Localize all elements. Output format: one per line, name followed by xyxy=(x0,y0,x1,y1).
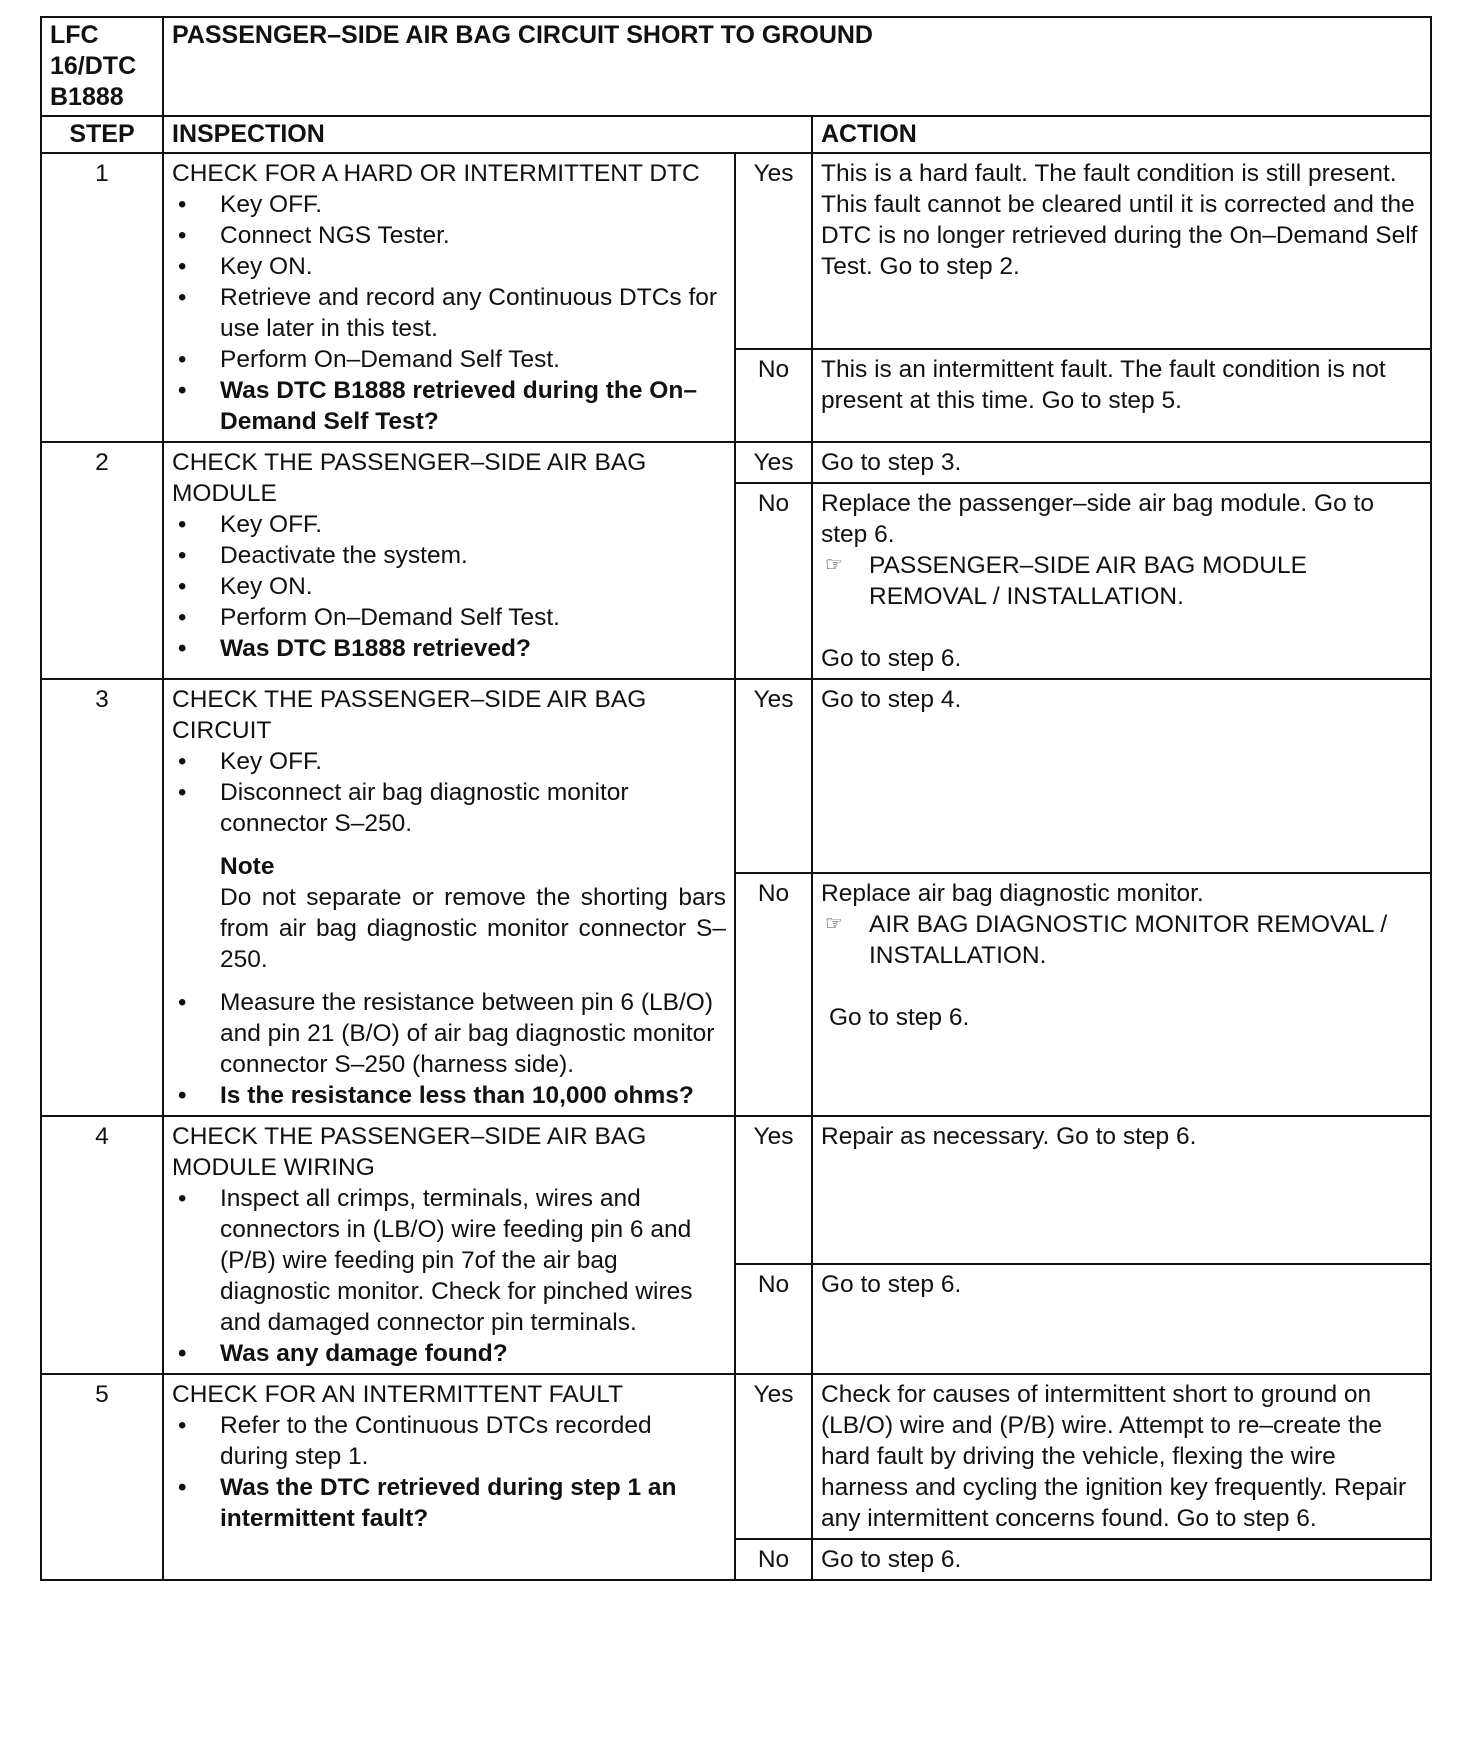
note-block xyxy=(172,851,726,975)
step-heading: CHECK FOR AN INTERMITTENT FAULT xyxy=(172,1381,624,1408)
table-row xyxy=(41,1116,1431,1264)
yes-label: Yes xyxy=(735,1116,812,1264)
no-action: Go to step 6. xyxy=(812,1264,1431,1374)
step-question: • Was any damage found? xyxy=(172,1338,726,1369)
column-header-action: ACTION xyxy=(812,116,1431,153)
no-action-followup: Go to step 6. xyxy=(829,1004,970,1031)
yes-action: Check for causes of intermittent short to ground on (LB/O) wire and (P/B) wire. Attempt to re–create the hard fault by driving the vehicle, flexing the wire harness and cycling the ignition key frequently. Repair any intermittent concerns found. Go to step 6. xyxy=(812,1374,1431,1539)
list-item: • Key OFF. xyxy=(172,746,726,777)
step-number: 1 xyxy=(41,153,163,442)
bullet-list xyxy=(172,1183,726,1369)
table-row xyxy=(41,442,1431,483)
bullet-list xyxy=(172,509,726,664)
pointing-hand-icon: ☞ xyxy=(825,554,843,576)
no-action: Replace the passenger–side air bag module. Go to step 6. xyxy=(821,490,1374,548)
list-item: • Key OFF. xyxy=(172,509,726,540)
bullet-list xyxy=(172,746,726,839)
step-heading: CHECK THE PASSENGER–SIDE AIR BAG CIRCUIT xyxy=(172,686,647,744)
table-title: PASSENGER–SIDE AIR BAG CIRCUIT SHORT TO GROUND xyxy=(163,17,1431,116)
reference-text: AIR BAG DIAGNOSTIC MONITOR REMOVAL / INSTALLATION. xyxy=(869,911,1388,969)
column-header-inspection: INSPECTION xyxy=(163,116,812,153)
reference-link[interactable] xyxy=(821,550,1422,612)
step-number: 2 xyxy=(41,442,163,679)
no-label: No xyxy=(735,1264,812,1374)
no-action: This is an intermittent fault. The fault condition is not present at this time. Go to step 5. xyxy=(812,349,1431,442)
no-label: No xyxy=(735,483,812,679)
list-item: • Key OFF. xyxy=(172,189,726,220)
inspection-cell xyxy=(163,442,735,679)
list-item: • Key ON. xyxy=(172,251,726,282)
bullet-list xyxy=(172,1410,726,1534)
list-item: • Measure the resistance between pin 6 (LB/O) and pin 21 (B/O) of air bag diagnostic monitor connector S–250 (harness side). xyxy=(172,987,726,1080)
step-number: 3 xyxy=(41,679,163,1116)
dtc-code: LFC 16/DTC B1888 xyxy=(41,17,163,116)
diagnostic-table xyxy=(40,16,1432,1581)
yes-label: Yes xyxy=(735,679,812,873)
list-item: • Refer to the Continuous DTCs recorded during step 1. xyxy=(172,1410,726,1472)
no-label: No xyxy=(735,1539,812,1580)
inspection-cell xyxy=(163,679,735,1116)
yes-action: Go to step 4. xyxy=(812,679,1431,873)
table-title-row xyxy=(41,17,1431,116)
list-item: • Key ON. xyxy=(172,571,726,602)
list-item: • Inspect all crimps, terminals, wires and connectors in (LB/O) wire feeding pin 6 and (P/B) wire feeding pin 7of the air bag diagnostic monitor. Check for pinched wires and damaged connector pin terminals. xyxy=(172,1183,726,1338)
bullet-list xyxy=(172,987,726,1111)
yes-action: Go to step 3. xyxy=(812,442,1431,483)
step-heading: CHECK FOR A HARD OR INTERMITTENT DTC xyxy=(172,160,700,187)
reference-text: PASSENGER–SIDE AIR BAG MODULE REMOVAL / INSTALLATION. xyxy=(869,552,1307,610)
yes-action: Repair as necessary. Go to step 6. xyxy=(812,1116,1431,1264)
inspection-cell xyxy=(163,1116,735,1374)
step-question: • Was the DTC retrieved during step 1 an intermittent fault? xyxy=(172,1472,726,1534)
yes-label: Yes xyxy=(735,442,812,483)
pointing-hand-icon: ☞ xyxy=(825,913,843,935)
step-question: • Is the resistance less than 10,000 ohms? xyxy=(172,1080,726,1111)
diagnostic-procedure-sheet xyxy=(40,16,1430,1581)
table-row xyxy=(41,153,1431,349)
table-row xyxy=(41,1374,1431,1539)
inspection-cell xyxy=(163,1374,735,1580)
note-body: Do not separate or remove the shorting bars from air bag diagnostic monitor connector S–250. xyxy=(220,884,726,973)
yes-label: Yes xyxy=(735,153,812,349)
table-row xyxy=(41,679,1431,873)
step-question: • Was DTC B1888 retrieved? xyxy=(172,633,726,664)
list-item: • Retrieve and record any Continuous DTCs for use later in this test. xyxy=(172,282,726,344)
no-action-cell xyxy=(812,483,1431,679)
list-item: • Deactivate the system. xyxy=(172,540,726,571)
step-number: 4 xyxy=(41,1116,163,1374)
no-action: Replace air bag diagnostic monitor. xyxy=(821,880,1204,907)
step-question: • Was DTC B1888 retrieved during the On–Demand Self Test? xyxy=(172,375,726,437)
list-item: • Connect NGS Tester. xyxy=(172,220,726,251)
yes-label: Yes xyxy=(735,1374,812,1539)
list-item: • Disconnect air bag diagnostic monitor connector S–250. xyxy=(172,777,726,839)
bullet-list xyxy=(172,189,726,437)
inspection-cell xyxy=(163,153,735,442)
step-heading: CHECK THE PASSENGER–SIDE AIR BAG MODULE WIRING xyxy=(172,1123,647,1181)
no-action-cell xyxy=(812,873,1431,1116)
reference-link[interactable] xyxy=(821,909,1422,971)
column-header-row xyxy=(41,116,1431,153)
yes-action: This is a hard fault. The fault condition is still present. This fault cannot be cleared until it is corrected and the DTC is no longer retrieved during the On–Demand Self Test. Go to step 2. xyxy=(812,153,1431,349)
list-item: • Perform On–Demand Self Test. xyxy=(172,344,726,375)
note-title: Note xyxy=(220,853,275,880)
no-action-followup: Go to step 6. xyxy=(821,645,962,672)
list-item: • Perform On–Demand Self Test. xyxy=(172,602,726,633)
step-number: 5 xyxy=(41,1374,163,1580)
no-label: No xyxy=(735,349,812,442)
no-label: No xyxy=(735,873,812,1116)
step-heading: CHECK THE PASSENGER–SIDE AIR BAG MODULE xyxy=(172,449,647,507)
no-action: Go to step 6. xyxy=(812,1539,1431,1580)
column-header-step: STEP xyxy=(41,116,163,153)
